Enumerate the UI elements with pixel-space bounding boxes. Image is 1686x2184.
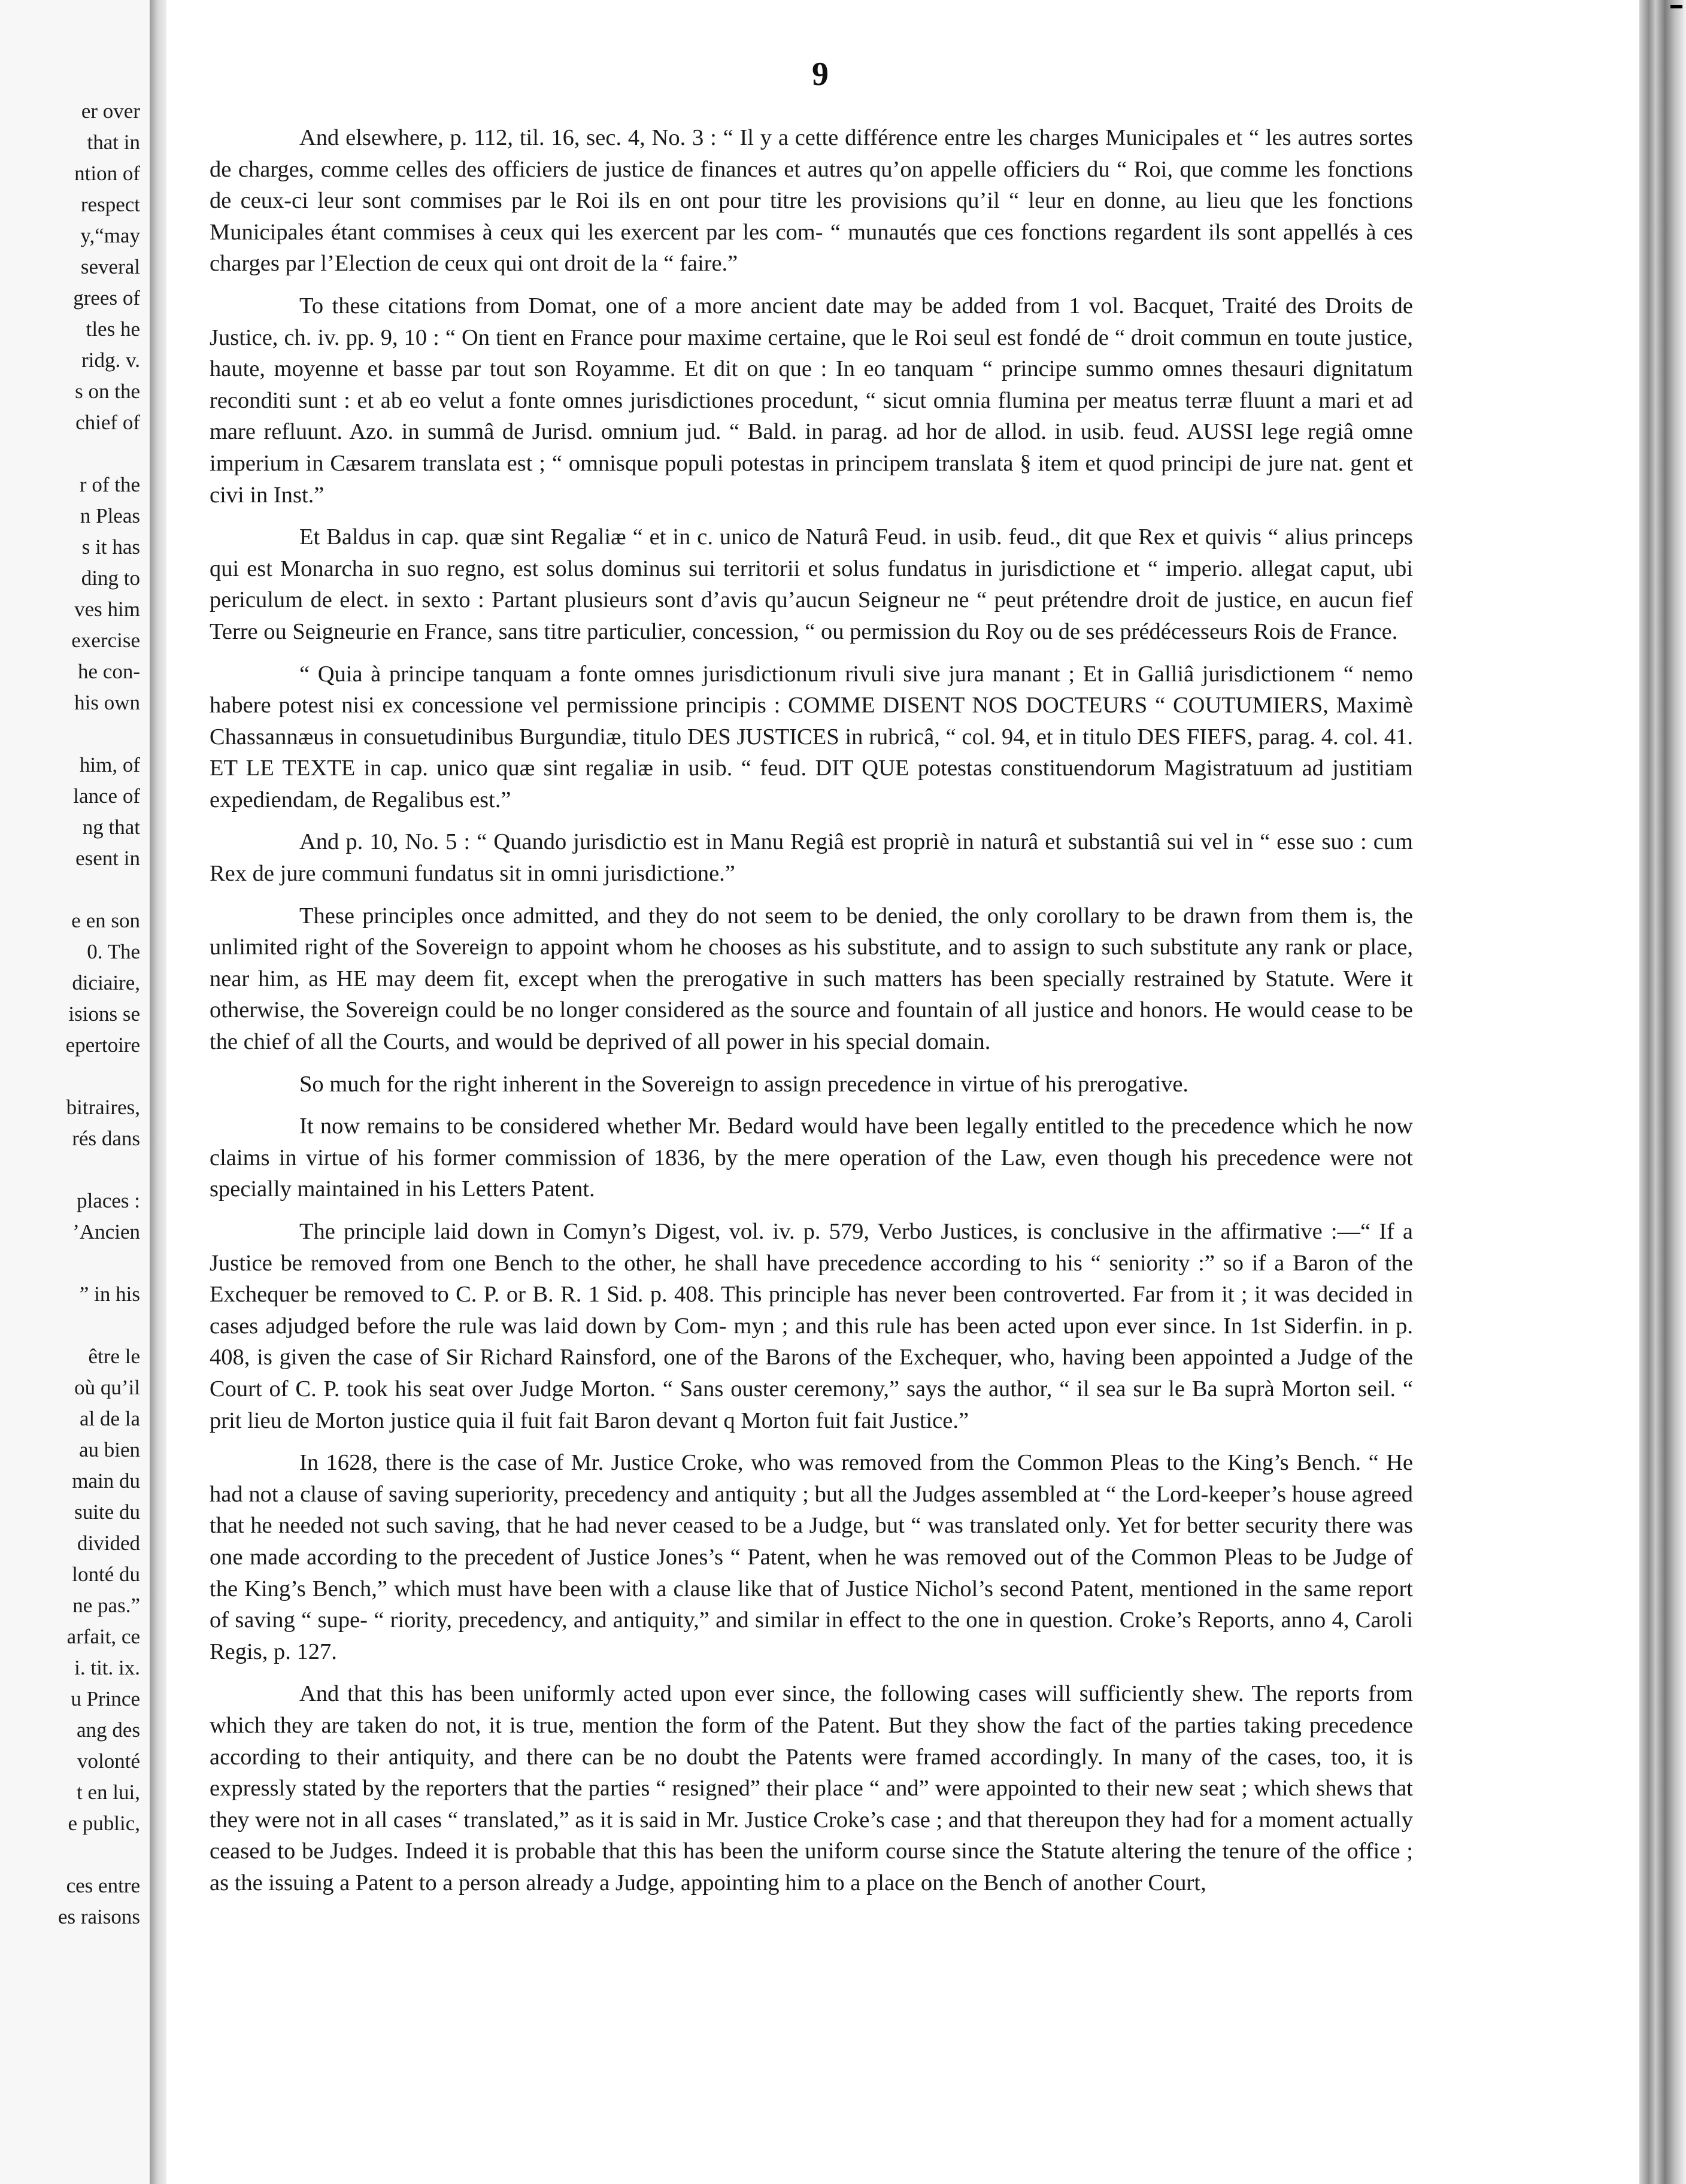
facing-page-line: that in [87,131,140,154]
facing-page-line: y,“may [80,224,140,247]
facing-page-line: lance of [73,784,140,808]
facing-page-line: rés dans [72,1127,140,1150]
facing-page-line: epertoire [65,1033,140,1057]
facing-page-line [2,874,140,905]
paragraph-1: And elsewhere, p. 112, til. 16, sec. 4, No. 3 : “ Il y a cette différence entre les charges Municipales et “ les autres sortes de charges, comme celles des officiers de justice de finances et autres qu’on appelle officiers du “ Roi, que comme les fonctions de ceux-ci leur sont commises par le Roi ils en ont pour titre les provisions qu’il “ leur en donne, au lieu que les fonctions Municipales étant commises à ceux qui les exercent par les com- “ munautés que ces fonctions regardent ils sont appellés à ces charges par l’Election de ceux qui ont droit de la “ faire.” [210,125,1413,277]
paragraph-8: It now remains to be considered whether Mr. Bedard would have been legally entitled to the precedence which he now claims in virtue of his former commission of 1836, by the mere operation of the Law, even though his precedence were not specially maintained in his Letters Patent. [210,1114,1413,1202]
facing-page-line: ’Ancien [72,1220,140,1243]
facing-page-line: ridg. v. [81,348,140,372]
facing-page-line [2,1154,140,1185]
facing-page-line [2,438,140,469]
facing-page-line: u Prince [71,1687,140,1710]
facing-page-fragment [0,0,150,2184]
facing-page-line: respect [80,193,140,216]
facing-page-line: bitraires, [66,1096,140,1119]
facing-page-line: au bien [78,1438,140,1461]
facing-page-line: diciaire, [72,971,140,994]
paragraph-4: “ Quia à principe tanquam a fonte omnes jurisdictionum rivuli sive jura manant ; Et in Galliâ jurisdictionem “ nemo habere potest nisi ex concessione vel permissione principis : COMME DISENT NOS DOCTEURS “ COUTUMIERS, Maximè Chassannæus in consuetudinibus Burgundiæ, titulo DES JUSTICES in rubricâ, “ col. 94, et in titulo DES FIEFS, parag. 4. col. 41. ET LE TEXTE in cap. unico quæ sint regaliæ in usib. “ feud. DIT QUE potestas constituendorum Magistratuum ad justitiam expediendam, de Regalibus est.” [210,661,1413,812]
facing-page-line: esent in [75,847,140,870]
facing-page-line: 0. The [87,940,140,963]
facing-page-line: ang des [77,1718,140,1742]
facing-page-line: chief of [75,411,140,434]
facing-page-line: places : [77,1189,140,1212]
facing-page-line: ” in his [79,1282,140,1306]
facing-page-line: t en lui, [77,1780,140,1804]
facing-page-line: ntion of [74,162,140,185]
facing-page-line: er over [81,99,140,123]
facing-page-line: e public, [68,1812,140,1835]
facing-page-text [2,96,140,1933]
scan-mark [1670,5,1682,8]
paragraph-3: Et Baldus in cap. quæ sint Regaliæ “ et in c. unico de Naturâ Feud. in usib. feud., dit que Rex et quivis “ alius princeps qui est Monarcha in suo regno, est solus dominus sui territorii et solus fundatus in jurisdictione et “ imperio. allegat caput, ubi periculum de elect. in sexto : Partant plusieurs sont d’avis qu’aucun Seigneur ne “ peut prétendre droit de justice, en aucun fief Terre ou Seigneurie en France, sans titre particulier, concession, “ ou permission du Roy ou de ses prédécesseurs Rois de France. [210,524,1413,644]
facing-page-line: grees of [73,286,140,310]
facing-page-line: isions se [68,1002,140,1026]
facing-page-line: his own [74,691,140,714]
body-text [210,122,1413,1909]
page-number: 9 [812,56,829,93]
facing-page-line: volonté [77,1749,140,1773]
facing-page-line: ves him [74,597,140,621]
facing-page-line: exercise [71,629,140,652]
facing-page-line [2,718,140,750]
facing-page-line: him, of [79,753,140,776]
facing-page-line: tles he [86,317,140,341]
facing-page-line: divided [77,1531,140,1555]
facing-page-line: ding to [81,566,140,590]
facing-page-line: ng that [82,815,140,839]
paragraph-6: These principles once admitted, and they do not seem to be denied, the only corollary to be drawn from them is, the unlimited right of the Sovereign to appoint whom he chooses as his substitute, and to assign to such substitute any rank or place, near him, as HE may deem fit, except when the prerogative in such matters has been specially restrained by Statute. Were it otherwise, the Sovereign could be no longer considered as the source and fountain of all justice and honors. He would cease to be the chief of all the Courts, and would be deprived of all power in his special domain. [210,903,1413,1055]
facing-page-line: ne pas.” [72,1594,140,1617]
paragraph-11: And that this has been uniformly acted upon ever since, the following cases will sufficiently shew. The reports from which they are taken do not, it is true, mention the form of the Patent. But they show the fact of the parties taking precedence according to their antiquity, and there can be no doubt the Patents were framed accordingly. In many of the cases, too, it is expressly stated by the reporters that the parties “ resigned” their place “ and” were appointed to their new seat ; which shews that they were not in all cases “ translated,” as it is said in Mr. Justice Croke’s case ; and that thereupon they had for a moment actually ceased to be Judges. Indeed it is probable that this has been the uniform course since the Statute altering the tenure of the office ; as the issuing a Patent to a person already a Judge, appointing him to a place on the Bench of another Court, [210,1681,1413,1895]
facing-page-line: où qu’il [74,1376,140,1399]
facing-page-line: several [80,255,140,278]
facing-page-line [2,1310,140,1341]
facing-page-line [2,1248,140,1279]
facing-page-line: arfait, ce [66,1625,140,1648]
facing-page-line: i. tit. ix. [74,1656,140,1679]
facing-page-line [2,1061,140,1092]
facing-page-line: r of the [79,473,140,496]
facing-page-line: s it has [81,535,140,559]
paragraph-5: And p. 10, No. 5 : “ Quando jurisdictio est in Manu Regiâ est propriè in naturâ et substantiâ sui vel in “ esse suo : cum Rex de jure communi fundatus sit in omni jurisdictione.” [210,829,1413,887]
facing-page-line: al de la [79,1407,140,1430]
facing-page-line [2,1839,140,1870]
book-gutter [150,0,166,2184]
facing-page-line: être le [88,1345,140,1368]
paragraph-2: To these citations from Domat, one of a more ancient date may be added from 1 vol. Bacquet, Traité des Droits de Justice, ch. iv. pp. 9, 10 : “ On tient en France pour maxime certaine, que le Roi seul est fondé de “ droit commun en toute justice, haute, moyenne et basse par tout son Royamme. Et dit on que : In eo tanquam “ principe summo omnes thesauri dignitatum reconditi sunt : et ab eo velut a fonte omnes jurisdictiones procedunt, “ sicut omnia flumina per meatus terræ fluunt a mari et ad mare refluunt. Azo. in summâ de Jurisd. omnium jud. “ Bald. in parag. ad hor de allod. in usib. feud. AUSSI lege regiâ omne imperium in Cæsarem translata est ; “ omnisque populi potestas in principem translata § item et quod principi de jure nat. gent et civi in Inst.” [210,293,1413,508]
facing-page-line: s on the [75,380,140,403]
facing-page-line: suite du [74,1500,140,1524]
facing-page-line: n Pleas [80,504,140,527]
page-edge [1639,0,1686,2184]
paragraph-10: In 1628, there is the case of Mr. Justice Croke, who was removed from the Common Pleas to the King’s Bench. “ He had not a clause of saving superiority, precedency and antiquity ; but all the Judges assembled at “ the Lord-keeper’s house agreed that he needed not such saving, that he had never ceased to be a Judge, but “ was translated only. Yet for better security there was one made according to the precedent of Justice Jones’s “ Patent, when he was removed out of the Common Pleas to be Judge of the King’s Bench,” which must have been with a clause like that of Justice Nichol’s second Patent, mentioned in the same report of saving “ supe- “ riority, precedency, and antiquity,” and similar in effect to the one in question. Croke’s Reports, anno 4, Caroli Regis, p. 127. [210,1450,1413,1664]
facing-page-line: e en son [71,909,140,932]
facing-page-line: es raisons [57,1905,140,1928]
facing-page-line: he con- [78,660,140,683]
facing-page-line: main du [72,1469,140,1493]
paragraph-7: So much for the right inherent in the Sovereign to assign precedence in virtue of his prerogative. [299,1071,1189,1097]
paragraph-9: The principle laid down in Comyn’s Digest, vol. iv. p. 579, Verbo Justices, is conclusive in the affirmative :—“ If a Justice be removed from one Bench to the other, he shall have precedence according to his “ seniority :” so if a Baron of the Exchequer be removed to C. P. or B. R. 1 Sid. p. 408. This principle has never been controverted. Far from it ; it was decided in cases adjudged before the rule was laid down by Com- myn ; and this rule has been acted upon ever since. In 1st Siderfin. in p. 408, is given the case of Sir Richard Rainsford, one of the Barons of the Exchequer, who, having been appointed a Judge of the Court of C. P. took his seat over Judge Morton. “ Sans ouster ceremony,” says the author, “ il sea sur le Ba suprà Morton seil. “ prit lieu de Morton justice quia il fuit fait Baron devant q Morton fuit fait Justice.” [210,1219,1413,1433]
facing-page-line: ces entre [66,1874,140,1897]
facing-page-line: lonté du [72,1563,140,1586]
